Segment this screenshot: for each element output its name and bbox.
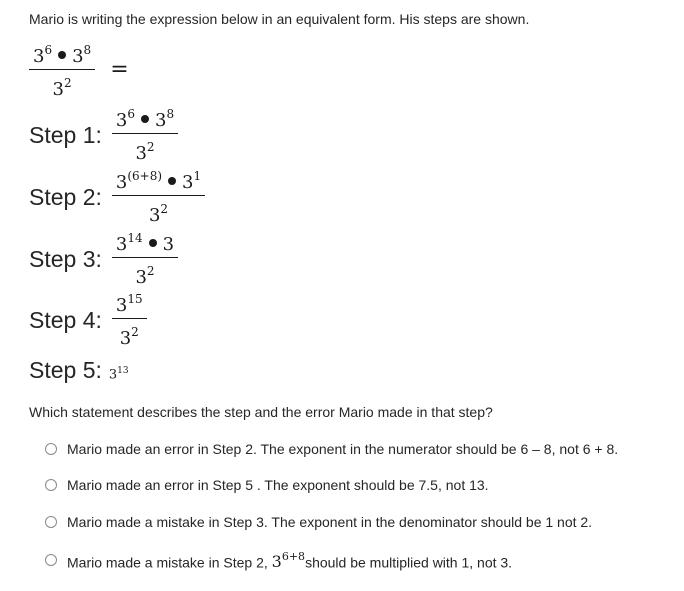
- intro-text: Mario is writing the expression below in an equivalent form. His steps are shown.: [29, 11, 530, 27]
- step-5: [29, 356, 129, 384]
- radio-button[interactable]: [45, 554, 57, 566]
- step-3: [29, 228, 178, 290]
- option-text: Mario made a mistake in Step 2, $3^{6+8}should$ be multiplied with 1, not 3.: [67, 549, 513, 572]
- step-3-fraction: $\frac{3^{14} 3}{3^2}$: [112, 228, 178, 290]
- multiply-dot-icon: [141, 115, 149, 123]
- option-math: $3^{6+8}$: [271, 549, 306, 572]
- option-text: Mario made an error in Step 2. The exponent in the numerator should be 6 – 8, not 6 + 8.: [67, 441, 619, 457]
- answer-option-1[interactable]: [45, 439, 618, 459]
- step-4-fraction: $\frac{3^{15}}{3^2}$: [112, 289, 147, 351]
- multiply-dot-icon: [168, 177, 176, 185]
- step-2-fraction: $\frac{3^{(6+8)} 3^1}{3^2}$: [112, 166, 205, 228]
- radio-button[interactable]: [45, 516, 57, 528]
- answer-option-3[interactable]: [45, 512, 592, 532]
- multiply-dot-icon: [149, 239, 157, 247]
- step-5-result: $3^{13}$: [108, 365, 129, 382]
- step-1: [29, 104, 178, 166]
- radio-button[interactable]: [45, 479, 57, 491]
- step-label: Step 4:: [29, 307, 102, 333]
- option-text: Mario made a mistake in Step 3. The exponent in the denominator should be 1 not 2.: [67, 514, 593, 530]
- radio-button[interactable]: [45, 443, 57, 455]
- step-label: Step 3:: [29, 246, 102, 272]
- equals-sign: =: [110, 56, 129, 82]
- original-expression: [29, 40, 129, 102]
- expression-fraction: $\frac{3^6 3^8}{3^2}$: [29, 40, 95, 102]
- multiply-dot-icon: [58, 51, 66, 59]
- step-4: [29, 289, 147, 351]
- step-1-fraction: $\frac{3^6 3^8}{3^2}$: [112, 104, 178, 166]
- option-text: Mario made an error in Step 5 . The exponent should be 7.5, not 13.: [67, 477, 489, 493]
- step-label: Step 5:: [29, 357, 102, 383]
- answer-option-4[interactable]: [45, 550, 512, 570]
- answer-option-2[interactable]: [45, 475, 489, 495]
- question-text: Which statement describes the step and the error Mario made in that step?: [29, 404, 493, 420]
- step-2: [29, 166, 205, 228]
- step-label: Step 1:: [29, 122, 102, 148]
- step-label: Step 2:: [29, 184, 102, 210]
